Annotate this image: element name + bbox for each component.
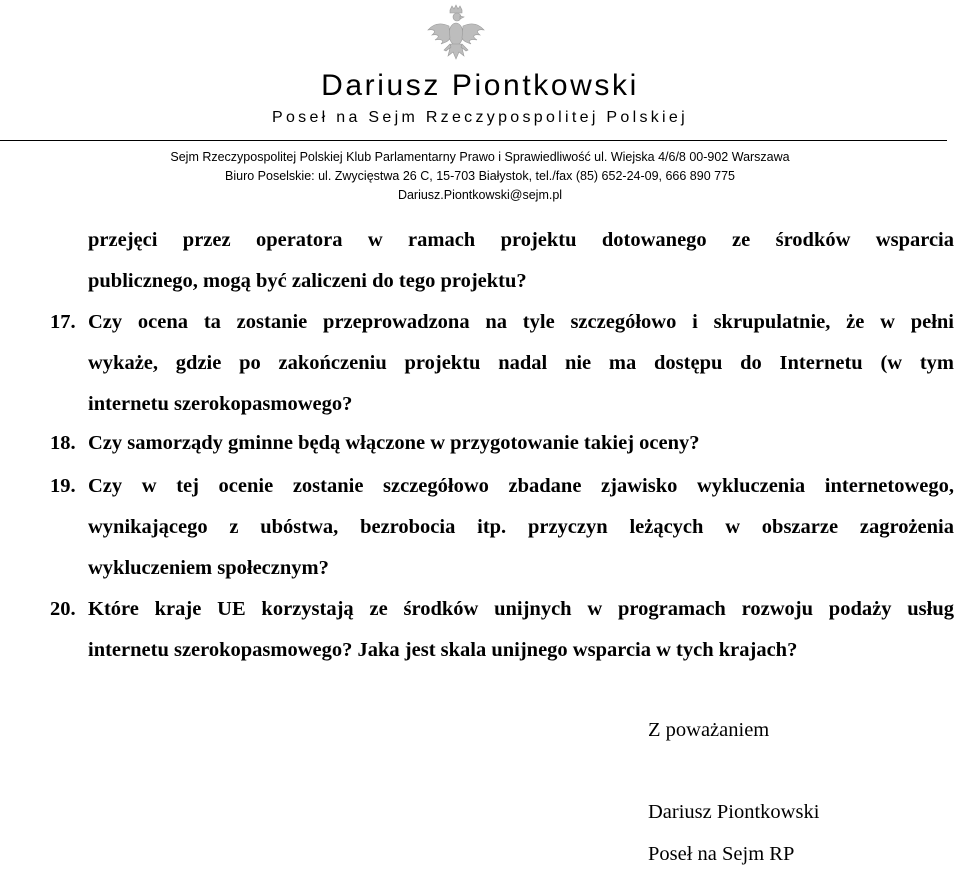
question-line: wynikającego z ubóstwa, bezrobocia itp. przyczyn leżących w obszarze zagrożenia bbox=[88, 516, 954, 538]
signer-name: Dariusz Piontkowski bbox=[648, 801, 820, 823]
question-number: 17. bbox=[50, 311, 76, 333]
body-intro-line: publicznego, mogą być zaliczeni do tego projektu? bbox=[88, 270, 527, 292]
question-line: Które kraje UE korzystają ze środków unijnych w programach rozwoju podaży usług bbox=[88, 598, 954, 620]
question-line: internetu szerokopasmowego? bbox=[88, 393, 353, 415]
question-line: wykaże, gdzie po zakończeniu projektu nadal nie ma dostępu do Internetu (w tym bbox=[88, 352, 954, 374]
signer-title: Poseł na Sejm RP bbox=[648, 843, 795, 865]
question-line: wykluczeniem społecznym? bbox=[88, 557, 329, 579]
question-line: Czy w tej ocenie zostanie szczegółowo zbadane zjawisko wykluczenia internetowego, bbox=[88, 475, 954, 497]
letterhead-name: Dariusz Piontkowski bbox=[321, 69, 639, 102]
question-number: 19. bbox=[50, 475, 76, 497]
question-line: Czy ocena ta zostanie przeprowadzona na tyle szczegółowo i skrupulatnie, że w pełni bbox=[88, 311, 954, 333]
question-number: 20. bbox=[50, 598, 76, 620]
letterhead-divider bbox=[0, 140, 947, 141]
letterhead-contact-sejm: Sejm Rzeczypospolitej Polskiej Klub Parlamentarny Prawo i Sprawiedliwość ul. Wiejska 4/6/8 00-902 Warszawa bbox=[170, 150, 790, 164]
letterhead-email: Dariusz.Piontkowski@sejm.pl bbox=[397, 188, 563, 202]
question-line: internetu szerokopasmowego? Jaka jest skala unijnego wsparcia w tych krajach? bbox=[88, 639, 798, 661]
question-number: 18. bbox=[50, 432, 76, 454]
closing-salutation: Z poważaniem bbox=[648, 719, 770, 741]
letterhead-contact-office: Biuro Poselskie: ul. Zwycięstwa 26 C, 15-703 Białystok, tel./fax (85) 652-24-09, 666 890 775 bbox=[225, 169, 735, 183]
polish-eagle-emblem-icon bbox=[424, 4, 488, 68]
letterhead-title: Poseł na Sejm Rzeczypospolitej Polskiej bbox=[272, 109, 688, 126]
question-line: Czy samorządy gminne będą włączone w przygotowanie takiej oceny? bbox=[88, 432, 700, 454]
body-intro-line: przejęci przez operatora w ramach projektu dotowanego ze środków wsparcia bbox=[88, 229, 954, 251]
